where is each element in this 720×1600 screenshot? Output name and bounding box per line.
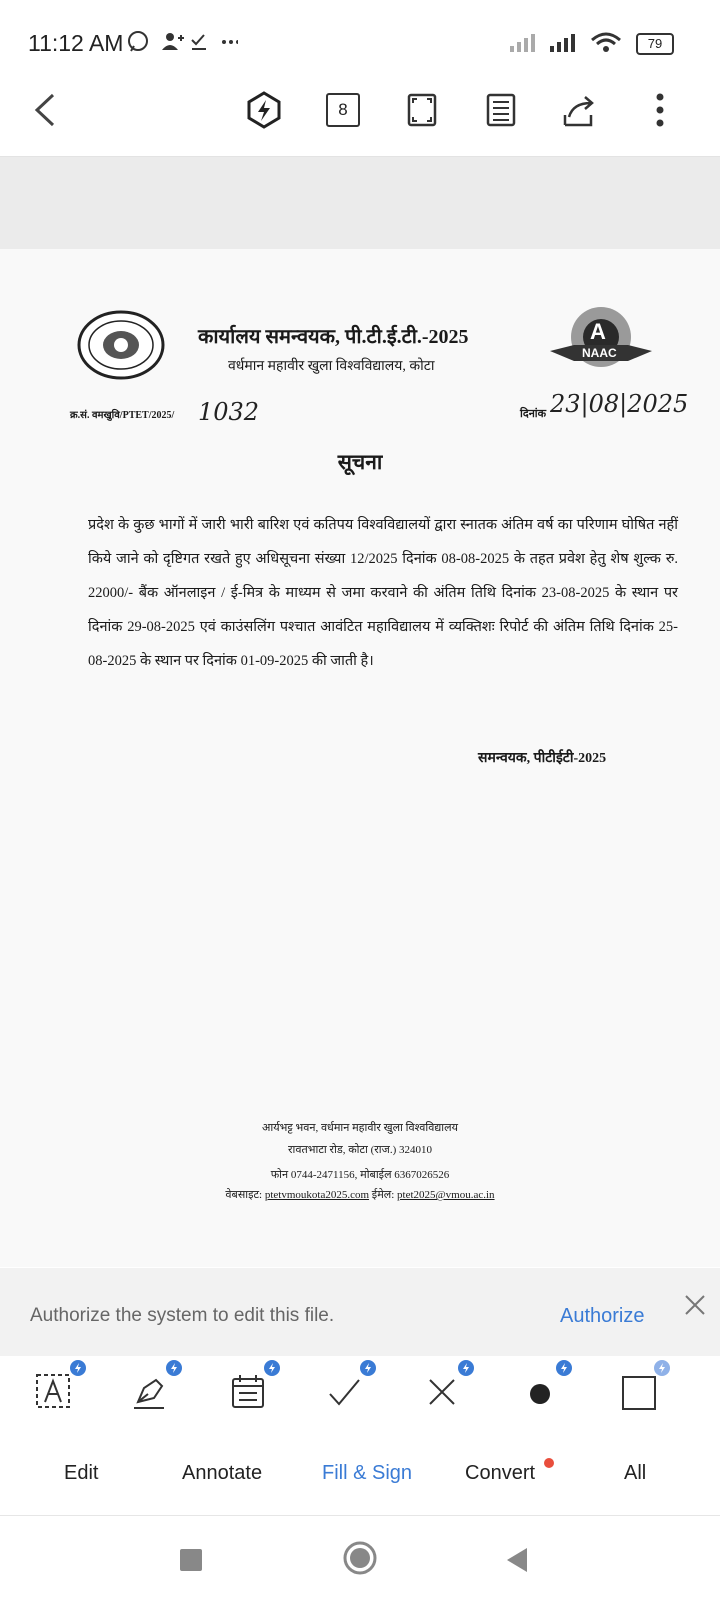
pen-icon	[130, 1372, 170, 1412]
naac-grade: A	[590, 319, 606, 344]
share-icon	[561, 93, 599, 127]
email-label: ईमेल:	[371, 1189, 395, 1201]
top-toolbar	[0, 80, 720, 157]
tab-annotate[interactable]: Annotate	[182, 1462, 263, 1484]
org-subtitle: वर्धमान महावीर खुला विश्वविद्यालय, कोटा	[228, 359, 435, 374]
pro-badge-icon	[654, 1360, 670, 1376]
square-icon	[618, 1372, 658, 1412]
back-nav-icon[interactable]	[505, 1546, 529, 1574]
authorize-message: Authorize the system to edit this file.	[30, 1305, 335, 1326]
convert-notification-dot	[544, 1458, 554, 1468]
footer-phone: फोन 0744-2471156, मोबाईल 6367026526	[270, 1169, 450, 1181]
cross-tool[interactable]	[422, 1366, 472, 1416]
battery-indicator: 79	[636, 33, 674, 55]
footer-contacts	[0, 1184, 720, 1206]
tab-edit[interactable]: Edit	[64, 1462, 99, 1484]
home-icon[interactable]	[342, 1540, 378, 1576]
back-arrow-icon	[31, 92, 61, 128]
signature-tool[interactable]	[130, 1366, 180, 1416]
org-title: कार्यालय समन्वयक, पी.टी.ई.टी.-2025	[198, 326, 469, 348]
status-time: 11:12 AM	[28, 30, 124, 56]
footer-address-1: आर्यभट्ट भवन, वर्धमान महावीर खुला विश्वविद्यालय	[262, 1122, 458, 1134]
status-notification-icons	[128, 28, 238, 59]
pro-badge-icon	[166, 1360, 182, 1376]
email-link[interactable]: ptet2025@vmou.ac.in	[397, 1189, 495, 1201]
page-number-icon	[326, 93, 360, 127]
whatsapp-icon	[128, 28, 238, 54]
authorize-button[interactable]: Authorize	[560, 1305, 645, 1327]
fullscreen-button[interactable]	[392, 80, 452, 140]
naac-label: NAAC	[582, 346, 617, 360]
pro-badge-icon	[264, 1360, 280, 1376]
dot-tool[interactable]	[520, 1366, 570, 1416]
footer-address-2: रावतभाटा रोड, कोटा (राज.) 324010	[288, 1144, 432, 1156]
text-edit-icon	[34, 1372, 74, 1412]
reading-mode-button[interactable]	[471, 80, 531, 140]
close-icon[interactable]	[683, 1293, 707, 1317]
date-tool[interactable]	[228, 1366, 278, 1416]
pro-badge-icon	[70, 1360, 86, 1376]
naac-logo	[546, 305, 656, 380]
signal-wifi-icons	[508, 30, 632, 54]
notice-body: प्रदेश के कुछ भागों में जारी भारी बारिश एवं कतिपय विश्वविद्यालयों द्वारा स्नातक अंतिम वर्ष का परिणाम घोषित नहीं किये जाने को दृष्टिगत रखते हुए अधिसूचना संख्या 12/2025 दिनांक 08-08-2025 के तहत प्रवेश हेतु शेष शुल्क रु. 22000/- बैंक ऑनलाइन / ई-मित्र के माध्यम से जमा करवाने की अंतिम तिथि दिनांक 23-08-2025 के स्थान पर दिनांक 29-08-2025 एवं काउंसलिंग पश्चात आवंटित महाविद्यालय में व्यक्तिशः रिपोर्ट की अंतिम तिथि दिनांक 25-08-2025 के स्थान पर दिनांक 01-09-2025 की जाती है।	[88, 517, 678, 669]
notice-heading: सूचना	[337, 450, 383, 474]
reading-mode-icon	[484, 93, 518, 127]
check-icon	[324, 1372, 364, 1412]
page-count-button[interactable]	[313, 80, 373, 140]
tab-fill-sign[interactable]: Fill & Sign	[322, 1462, 413, 1484]
pro-badge-icon	[556, 1360, 572, 1376]
share-button[interactable]	[550, 80, 610, 140]
box-tool[interactable]	[618, 1366, 668, 1416]
tab-all[interactable]: All	[624, 1462, 647, 1484]
back-button[interactable]	[16, 80, 76, 140]
lightning-icon	[244, 90, 284, 130]
date-label: दिनांक	[520, 408, 547, 420]
check-tool[interactable]	[324, 1366, 374, 1416]
website-label: वेबसाइट:	[225, 1189, 263, 1201]
website-link[interactable]: ptetvmoukota2025.com	[264, 1189, 370, 1201]
tab-convert[interactable]: Convert	[465, 1462, 536, 1484]
reference-label: क्र.सं. वमखुवि/PTET/2025/	[70, 410, 175, 421]
text-edit-tool[interactable]	[34, 1366, 84, 1416]
calendar-icon	[228, 1372, 268, 1412]
reference-number-handwritten: 1032	[198, 398, 260, 426]
dot-icon	[520, 1372, 560, 1412]
signatory: समन्वयक, पीटीईटी-2025	[478, 751, 607, 766]
fullscreen-icon	[405, 93, 439, 127]
more-options-button[interactable]	[630, 80, 690, 140]
pro-badge-icon	[360, 1360, 376, 1376]
date-handwritten: 23|08|2025	[550, 390, 689, 418]
pro-badge-icon	[458, 1360, 474, 1376]
page-count: 8	[338, 100, 348, 119]
recents-icon[interactable]	[178, 1547, 204, 1573]
cross-icon	[422, 1372, 462, 1412]
quick-action-button[interactable]	[234, 80, 294, 140]
page-gap	[0, 157, 720, 249]
university-seal-logo	[76, 310, 166, 380]
more-icon	[655, 93, 665, 127]
